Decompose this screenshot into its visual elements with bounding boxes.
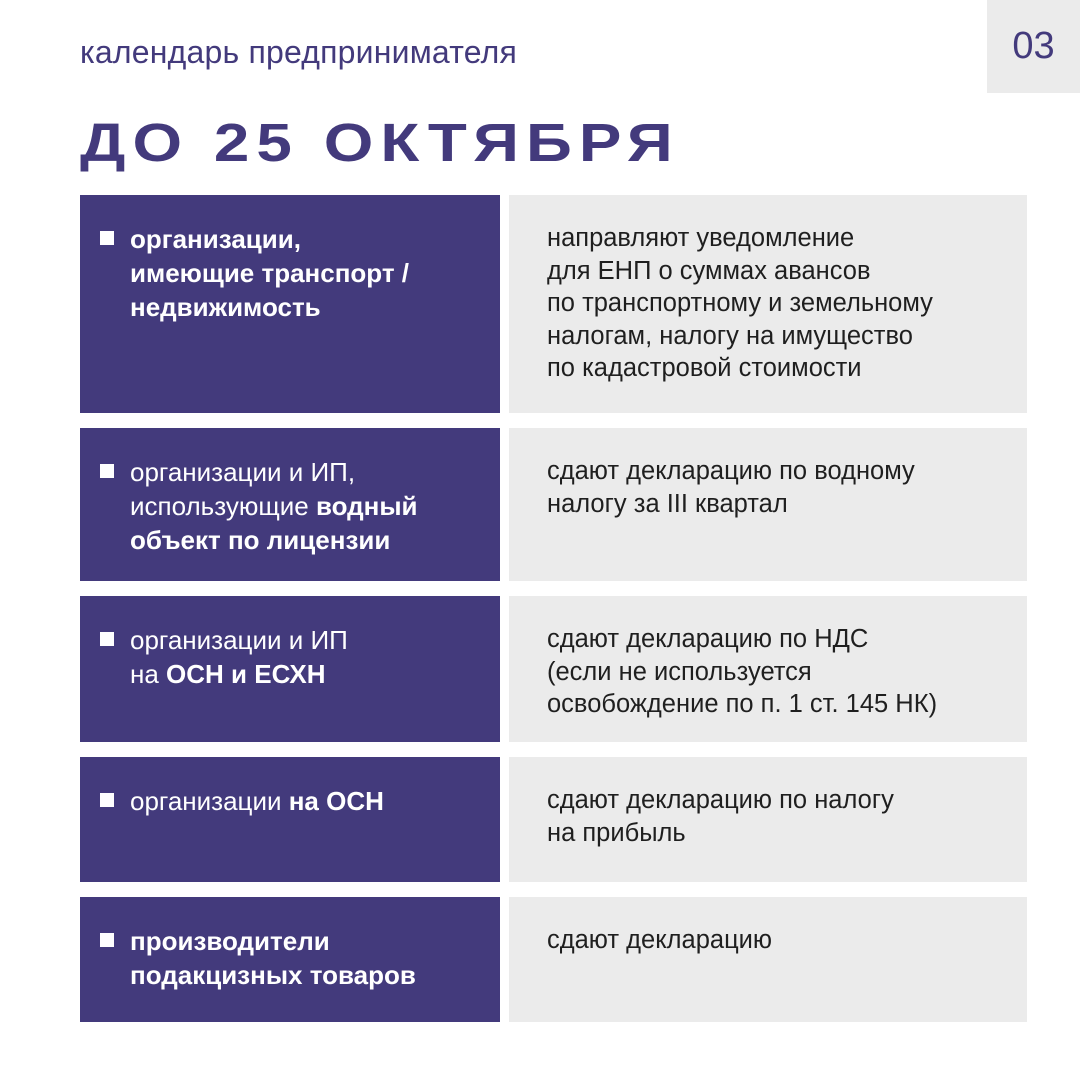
- taxpayer-label: [130, 455, 490, 557]
- taxpayer-label-segment: на: [130, 659, 167, 689]
- taxpayer-label-segment: организации и ИП: [130, 625, 348, 655]
- obligation-cell: [509, 757, 1027, 882]
- taxpayer-label-line: [130, 523, 490, 557]
- main-title: ДО 25 ОКТЯБРЯ: [80, 113, 680, 173]
- header-title: календарь предпринимателя: [80, 34, 518, 70]
- taxpayer-cell: [80, 428, 500, 581]
- table-row: [80, 897, 1027, 1022]
- taxpayer-label-segment: на ОСН: [288, 786, 384, 816]
- obligation-text-line: (если не используется: [547, 657, 812, 686]
- taxpayer-label-segment: ОСН и ЕСХН: [166, 659, 326, 689]
- obligation-text-line: для ЕНП о суммах авансов: [547, 256, 871, 285]
- taxpayer-label-segment: производители: [130, 926, 330, 956]
- taxpayer-label-segment: организации и ИП,: [130, 457, 356, 487]
- obligation-text-line: по транспортному и земельному: [547, 289, 933, 317]
- taxpayer-cell: [80, 596, 500, 742]
- obligation-text-line: сдают декларацию по НДС: [547, 625, 869, 653]
- taxpayer-label-segment: организации,: [130, 224, 301, 254]
- taxpayer-label-line: [130, 256, 490, 290]
- taxpayer-label: [130, 623, 490, 691]
- taxpayer-label-line: [130, 489, 490, 523]
- square-bullet-icon: [100, 632, 114, 646]
- obligation-text: [547, 455, 1017, 520]
- obligation-text-line: налогам, налогу на имущество: [547, 321, 913, 350]
- taxpayer-label-segment: подакцизных товаров: [130, 960, 416, 990]
- taxpayer-label: [130, 222, 490, 324]
- taxpayer-label-line: [130, 290, 490, 324]
- square-bullet-icon: [100, 793, 114, 807]
- obligation-text-line: сдают декларацию по налогу: [547, 786, 894, 814]
- taxpayer-label-segment: недвижимость: [130, 292, 321, 322]
- taxpayer-cell: [80, 757, 500, 882]
- obligation-text: [547, 222, 1017, 385]
- obligation-cell: [509, 596, 1027, 742]
- obligation-text: [547, 623, 1017, 721]
- obligation-text: [547, 924, 1017, 957]
- table-row: [80, 757, 1027, 882]
- taxpayer-label: [130, 924, 490, 992]
- obligation-text-line: сдают декларацию: [547, 926, 773, 954]
- taxpayer-label: [130, 784, 490, 818]
- taxpayer-cell: [80, 195, 500, 413]
- taxpayer-label-line: [130, 784, 490, 818]
- taxpayer-label-segment: имеющие транспорт /: [130, 258, 410, 288]
- taxpayer-label-segment: объект по лицензии: [130, 525, 391, 555]
- obligation-text-line: сдают декларацию по водному: [547, 457, 915, 485]
- obligation-text-line: направляют уведомление: [547, 224, 855, 252]
- obligation-text-line: на прибыль: [547, 818, 686, 847]
- taxpayer-cell: [80, 897, 500, 1022]
- page-number-badge: 03: [987, 0, 1080, 93]
- taxpayer-label-segment: организации: [130, 786, 289, 816]
- obligation-text-line: освобождение по п. 1 ст. 145 НК): [547, 690, 938, 718]
- taxpayer-label-line: [130, 657, 490, 691]
- taxpayer-label-segment: использующие: [130, 491, 316, 521]
- obligation-text-line: по кадастровой стоимости: [547, 354, 862, 382]
- taxpayer-label-line: [130, 455, 490, 489]
- taxpayer-label-segment: водный: [315, 491, 418, 521]
- square-bullet-icon: [100, 464, 114, 478]
- obligation-text: [547, 784, 1017, 849]
- table-row: [80, 195, 1027, 413]
- square-bullet-icon: [100, 231, 114, 245]
- obligation-text-line: налогу за III квартал: [547, 489, 788, 518]
- taxpayer-label-line: [130, 958, 490, 992]
- taxpayer-label-line: [130, 222, 490, 256]
- table-row: [80, 596, 1027, 742]
- table-row: [80, 428, 1027, 581]
- obligation-cell: [509, 897, 1027, 1022]
- obligation-cell: [509, 428, 1027, 581]
- taxpayer-label-line: [130, 623, 490, 657]
- obligation-cell: [509, 195, 1027, 413]
- taxpayer-label-line: [130, 924, 490, 958]
- square-bullet-icon: [100, 933, 114, 947]
